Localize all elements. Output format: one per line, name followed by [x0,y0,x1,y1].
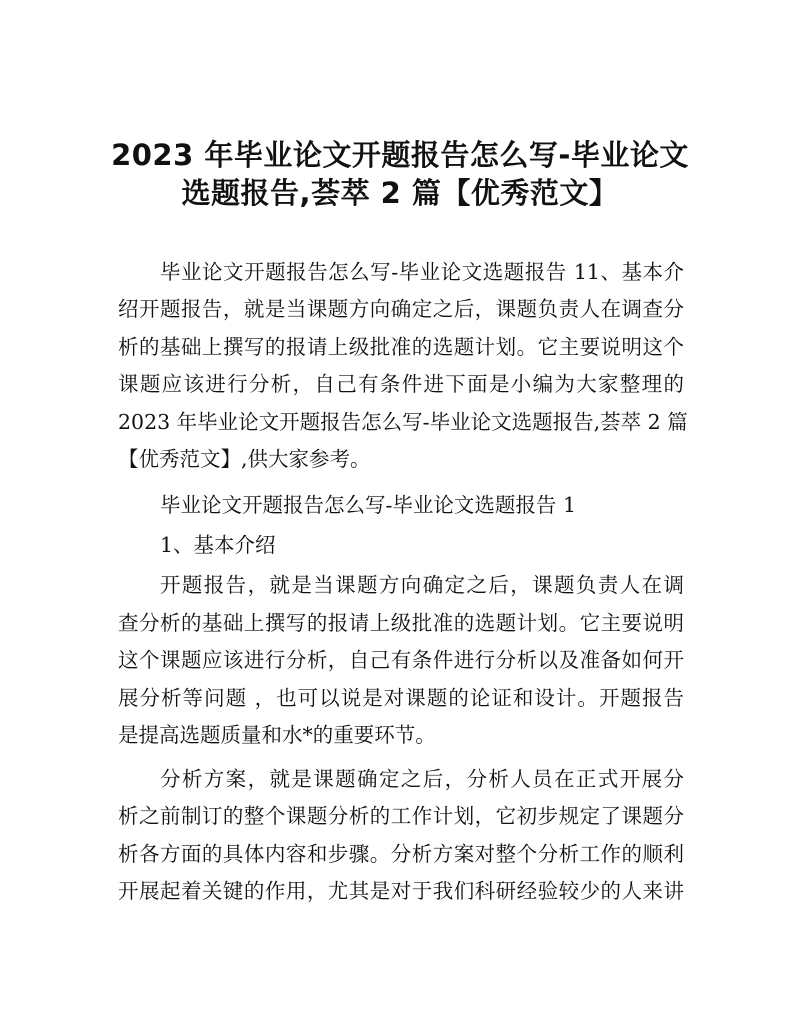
paragraph-line: 析各方面的具体内容和步骤。分析方案对整个分析工作的顺利 [118,842,684,866]
paragraph-line: 这个课题应该进行分析，自己有条件进行分析以及准备如何开 [118,648,684,672]
paragraph-line: 是提高选题质量和水*的重要环节。 [118,723,436,747]
paragraph-line: 开题报告，就是当课题方向确定之后，课题负责人在调 [160,573,684,597]
paragraph-line: 展分析等问题 ，也可以说是对课题的论证和设计。开题报告 [118,686,684,710]
paragraph-line: 查分析的基础上撰写的报请上级批准的选题计划。它主要说明 [118,611,684,635]
section-heading: 毕业论文开题报告怎么写-毕业论文选题报告 1 [160,493,576,517]
paragraph-line: 析之前制订的整个课题分析的工作计划，它初步规定了课题分 [118,804,684,828]
paragraph-line: 【优秀范文】,供大家参考。 [118,447,371,471]
paragraph-line: 2023 年毕业论文开题报告怎么写-毕业论文选题报告,荟萃 2 篇 [118,410,688,434]
document-title-line-1: 2023 年毕业论文开题报告怎么写-毕业论文 [111,138,689,172]
paragraph-line: 分析方案，就是课题确定之后，分析人员在正式开展分 [160,767,684,791]
subsection-heading: 1、基本介绍 [160,533,276,557]
paragraph-line: 析的基础上撰写的报请上级批准的选题计划。它主要说明这个 [118,335,684,359]
paragraph-line: 课题应该进行分析，自己有条件进下面是小编为大家整理的 [118,372,684,396]
paragraph-line: 开展起着关键的作用，尤其是对于我们科研经验较少的人来讲 [118,879,684,903]
paragraph-line: 毕业论文开题报告怎么写-毕业论文选题报告 11、基本介 [160,260,684,284]
paragraph-line: 绍开题报告，就是当课题方向确定之后，课题负责人在调查分 [118,297,684,321]
document-title-line-2: 选题报告,荟萃 2 篇【优秀范文】 [181,176,619,210]
